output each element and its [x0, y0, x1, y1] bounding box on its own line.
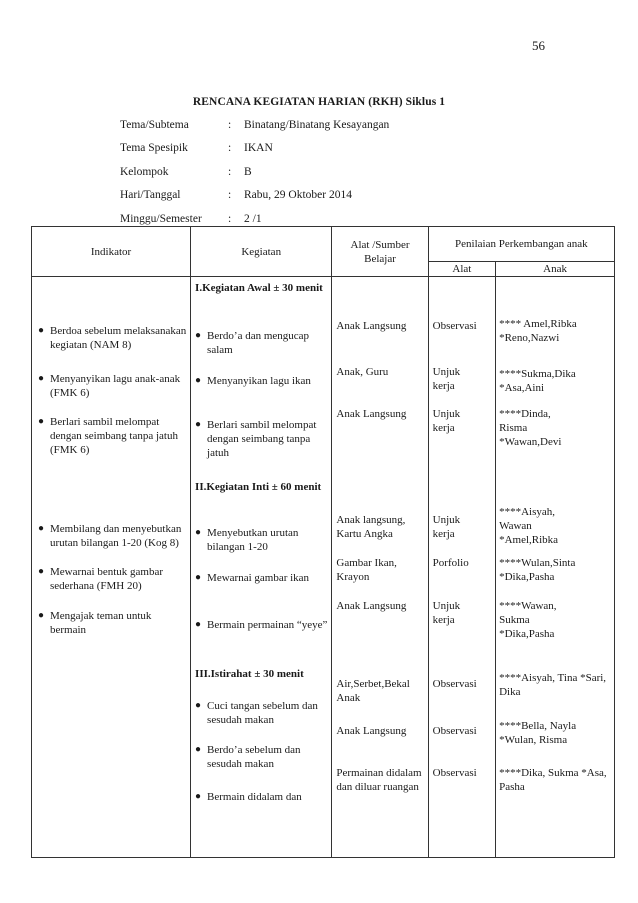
kegiatan-cell: [191, 277, 332, 858]
alat-sumber-text: Anak Langsung: [336, 600, 407, 612]
alat-sumber-text: Anak, Guru: [336, 366, 389, 378]
anak-text: ****Dinda, Risma *Wawan,Devi: [499, 408, 562, 448]
meta-row-hari-tanggal: [120, 188, 389, 211]
anak-text: ****Aisyah, Wawan *Amel,Ribka: [499, 506, 559, 546]
kegiatan-text: Cuci tangan sebelum dan sesudah makan: [207, 700, 318, 726]
bullet-icon: ●: [38, 566, 45, 577]
section-title-istirahat: III.Istirahat ± 30 menit: [195, 668, 304, 680]
bullet-icon: ●: [38, 416, 45, 427]
list-item: [195, 571, 329, 585]
kegiatan-text: Mewarnai gambar ikan: [207, 572, 310, 584]
list-item: [195, 329, 329, 357]
meta-colon: :: [228, 189, 232, 202]
header-anak: Anak: [496, 262, 615, 277]
kegiatan-text: Bermain permainan “yeye”: [207, 619, 328, 631]
anak-text: **** Amel,Ribka *Reno,Nazwi: [499, 318, 577, 344]
bullet-icon: ●: [195, 527, 202, 538]
alat-text: Unjuk kerja: [432, 600, 461, 626]
bullet-icon: ●: [195, 572, 202, 583]
indikator-text: Menyanyikan lagu anak-anak (FMK 6): [50, 373, 181, 399]
meta-label: Kelompok: [120, 165, 169, 178]
kegiatan-text: Menyanyikan lagu ikan: [207, 375, 311, 387]
anak-text: ****Sukma,Dika *Asa,Aini: [499, 368, 576, 394]
meta-value: Binatang/Binatang Kesayangan: [244, 119, 390, 131]
meta-row-tema-spesipik: [120, 141, 389, 164]
list-item: [195, 743, 329, 771]
header-kegiatan: Kegiatan: [191, 227, 332, 277]
kegiatan-text: Menyebutkan urutan bilangan 1-20: [207, 527, 299, 553]
bullet-icon: ●: [195, 791, 202, 802]
kegiatan-text: Berdo’a sebelum dan sesudah makan: [207, 744, 301, 770]
kegiatan-text: Berdo’a dan mengucap salam: [207, 330, 310, 356]
bullet-icon: ●: [195, 419, 202, 430]
meta-label: Hari/Tanggal: [120, 189, 181, 202]
anak-text: ****Dika, Sukma *Asa, Pasha: [499, 767, 607, 793]
alat-text: Unjuk kerja: [432, 366, 461, 392]
bullet-icon: ●: [38, 610, 45, 621]
anak-cell: [496, 277, 615, 858]
meta-info: [120, 118, 389, 235]
page-number: 56: [532, 38, 545, 53]
anak-text: ****Wulan,Sinta *Dika,Pasha: [499, 557, 576, 583]
alat-text: Observasi: [432, 678, 477, 690]
alat-text: Unjuk kerja: [432, 514, 461, 540]
alat-sumber-text: Gambar Ikan, Krayon: [336, 557, 397, 583]
header-penilaian: [428, 227, 614, 262]
list-item: [195, 526, 329, 554]
meta-colon: :: [228, 142, 232, 155]
list-item: [38, 415, 188, 457]
list-item: [195, 618, 329, 632]
header-alat-sumber: [332, 227, 428, 277]
indikator-text: Berdoa sebelum melaksanakan kegiatan (NAM 8): [50, 325, 187, 351]
alat-text: Observasi: [432, 320, 477, 332]
anak-text: ****Bella, Nayla *Wulan, Risma: [499, 720, 577, 746]
header-alat-sumber-text: Alat /Sumber Belajar: [350, 238, 410, 265]
alat-sumber-text: Permainan didalam dan diluar ruangan: [336, 767, 422, 793]
rkh-table: [31, 226, 615, 858]
alat-text: Observasi: [432, 767, 477, 779]
alat-sumber-text: Anak Langsung: [336, 408, 407, 420]
bullet-icon: ●: [195, 700, 202, 711]
bullet-icon: ●: [38, 373, 45, 384]
alat-sumber-text: Anak Langsung: [336, 725, 407, 737]
kegiatan-text: Bermain didalam dan: [207, 791, 302, 803]
indikator-cell: [32, 277, 191, 858]
bullet-icon: ●: [38, 523, 45, 534]
indikator-text: Membilang dan menyebutkan urutan bilangan 1-20 (Kog 8): [50, 523, 182, 549]
indikator-text: Mengajak teman untuk bermain: [50, 610, 152, 636]
section-title-inti: II.Kegiatan Inti ± 60 menit: [195, 481, 322, 493]
list-item: [195, 790, 329, 804]
header-indikator: Indikator: [32, 227, 191, 277]
list-item: [38, 324, 188, 352]
meta-value: Rabu, 29 Oktober 2014: [244, 189, 352, 202]
list-item: [195, 418, 329, 460]
list-item: [38, 522, 188, 550]
anak-text: ****Wawan, Sukma *Dika,Pasha: [499, 600, 557, 640]
indikator-text: Berlari sambil melompat dengan seimbang tanpa jatuh (FMK 6): [50, 416, 178, 456]
list-item: [38, 372, 188, 400]
meta-colon: :: [228, 212, 232, 225]
meta-colon: :: [228, 119, 232, 131]
anak-text: ****Aisyah, Tina *Sari, Dika: [499, 672, 607, 698]
bullet-icon: ●: [38, 325, 45, 336]
alat-sumber-text: Anak Langsung: [336, 320, 407, 332]
alat-cell: [428, 277, 495, 858]
meta-label: Tema Spesipik: [120, 142, 188, 155]
alat-sumber-text: Anak langsung, Kartu Angka: [336, 514, 406, 540]
list-item: [195, 374, 329, 388]
list-item: [38, 565, 188, 593]
document-title: RENCANA KEGIATAN HARIAN (RKH) Siklus 1: [192, 96, 446, 108]
bullet-icon: ●: [195, 619, 202, 630]
meta-row-tema: [120, 118, 389, 141]
meta-label: Minggu/Semester: [120, 212, 202, 225]
bullet-icon: ●: [195, 375, 202, 386]
list-item: [195, 699, 329, 727]
alat-text: Porfolio: [432, 557, 469, 569]
meta-value: B: [244, 165, 252, 178]
indikator-text: Mewarnai bentuk gambar sederhana (FMH 20): [50, 566, 164, 592]
meta-label: Tema/Subtema: [120, 119, 189, 131]
alat-sumber-cell: [332, 277, 428, 858]
meta-colon: :: [228, 165, 232, 178]
header-penilaian-text: Penilaian Perkembangan anak: [455, 238, 588, 250]
bullet-icon: ●: [195, 744, 202, 755]
meta-value: 2 /1: [244, 212, 262, 225]
alat-sumber-text: Air,Serbet,Bekal Anak: [336, 678, 410, 704]
header-alat: Alat: [428, 262, 495, 277]
bullet-icon: ●: [195, 330, 202, 341]
alat-text: Observasi: [432, 725, 477, 737]
section-title-awal: I.Kegiatan Awal ± 30 menit: [195, 282, 323, 294]
meta-value: IKAN: [244, 142, 273, 155]
alat-text: Unjuk kerja: [432, 408, 461, 434]
kegiatan-text: Berlari sambil melompat dengan seimbang tanpa jatuh: [207, 419, 317, 459]
list-item: [38, 609, 188, 637]
meta-row-kelompok: [120, 165, 389, 188]
